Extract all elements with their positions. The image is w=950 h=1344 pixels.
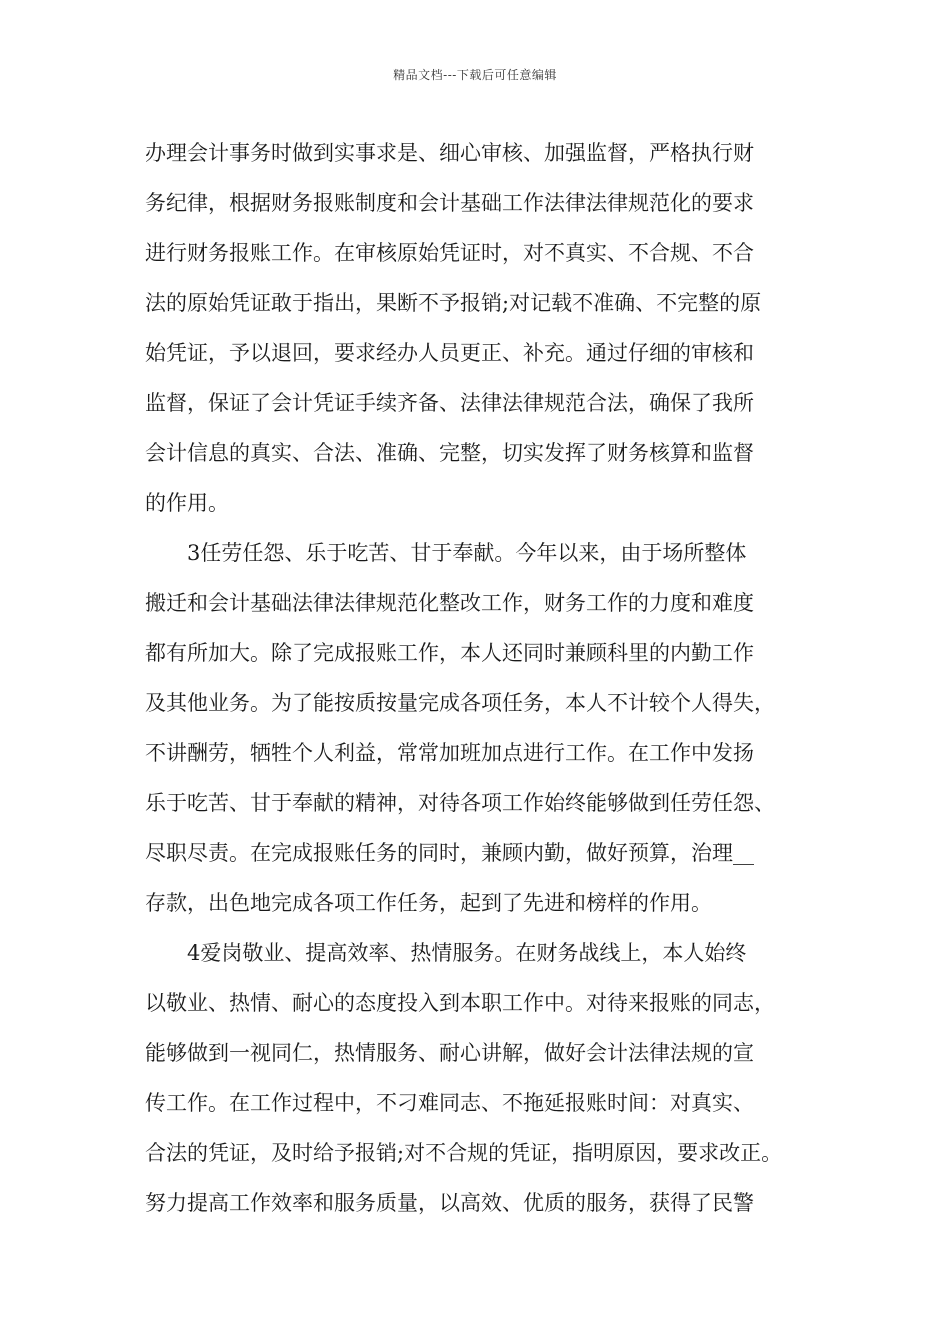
text-line: 不讲酬劳，牺牲个人利益，常常加班加点进行工作。在工作中发扬 (145, 741, 754, 765)
text-line: 能够做到一视同仁，热情服务、耐心讲解，做好会计法律法规的宣 (145, 1041, 754, 1065)
text-line: 以敬业、热情、耐心的态度投入到本职工作中。对待来报账的同志， (145, 991, 775, 1015)
text-line: 努力提高工作效率和服务质量，以高效、优质的服务，获得了民警 (145, 1191, 754, 1215)
text-line: 存款，出色地完成各项工作任务，起到了先进和榜样的作用。 (145, 891, 712, 915)
text-line: 进行财务报账工作。在审核原始凭证时，对不真实、不合规、不合 (145, 241, 754, 265)
page-header: 精品文档---下载后可任意编辑 (393, 68, 557, 82)
text-line: 会计信息的真实、合法、准确、完整，切实发挥了财务核算和监督 (145, 441, 754, 465)
text-line: 的作用。 (145, 491, 229, 515)
paragraph-start-line: 4爱岗敬业、提高效率、热情服务。在财务战线上，本人始终 (187, 941, 747, 965)
text-line: 及其他业务。为了能按质按量完成各项任务，本人不计较个人得失， (145, 691, 775, 715)
text-line: 传工作。在工作过程中，不刁难同志、不拖延报账时间：对真实、 (145, 1091, 754, 1115)
text-line: 尽职尽责。在完成报账任务的同时，兼顾内勤，做好预算，治理__ (145, 841, 754, 865)
text-line: 法的原始凭证敢于指出，果断不予报销;对记载不准确、不完整的原 (145, 291, 762, 315)
text-line: 办理会计事务时做到实事求是、细心审核、加强监督，严格执行财 (145, 141, 754, 165)
text-line: 始凭证，予以退回，要求经办人员更正、补充。通过仔细的审核和 (145, 341, 754, 365)
text-line: 搬迁和会计基础法律法律规范化整改工作，财务工作的力度和难度 (145, 591, 754, 615)
text-line: 合法的凭证，及时给予报销;对不合规的凭证，指明原因，要求改正。 (145, 1141, 783, 1165)
document-body (145, 128, 825, 1228)
text-line: 监督，保证了会计凭证手续齐备、法律法律规范合法，确保了我所 (145, 391, 754, 415)
text-line: 务纪律，根据财务报账制度和会计基础工作法律法律规范化的要求 (145, 191, 754, 215)
text-line: 都有所加大。除了完成报账工作，本人还同时兼顾科里的内勤工作 (145, 641, 754, 665)
text-line: 乐于吃苦、甘于奉献的精神，对待各项工作始终能够做到任劳任怨、 (145, 791, 775, 815)
paragraph-start-line: 3任劳任怨、乐于吃苦、甘于奉献。今年以来，由于场所整体 (187, 541, 747, 565)
